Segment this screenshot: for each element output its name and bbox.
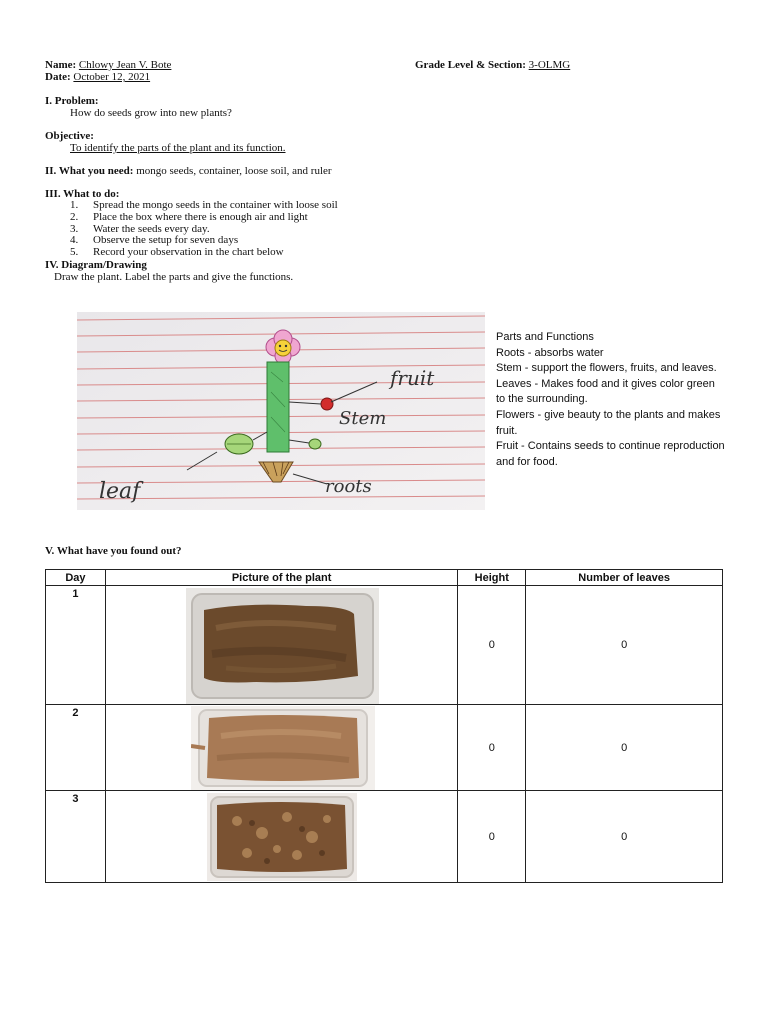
step-item: 4. Observe the setup for seven days bbox=[70, 234, 239, 247]
needs-text: mongo seeds, container, loose soil, and ruler bbox=[136, 165, 332, 177]
leaves-cell: 0 bbox=[526, 705, 723, 791]
column-header: Day bbox=[46, 570, 106, 586]
diagram-heading: IV. Diagram/Drawing bbox=[45, 259, 147, 271]
date-label: Date: bbox=[45, 71, 71, 83]
date-value: October 12, 2021 bbox=[73, 71, 151, 83]
day-cell: 1 bbox=[46, 586, 106, 705]
objective-heading: Objective: bbox=[45, 130, 94, 142]
objective-text: To identify the parts of the plant and its function. bbox=[70, 142, 286, 154]
table-row bbox=[46, 791, 723, 883]
observation-table bbox=[45, 569, 723, 883]
height-cell: 0 bbox=[458, 705, 526, 791]
problem-heading: I. Problem: bbox=[45, 95, 99, 107]
height-cell: 0 bbox=[458, 586, 526, 705]
column-header: Number of leaves bbox=[526, 570, 723, 586]
grade-label: Grade Level & Section: bbox=[415, 59, 526, 71]
leaves-cell: 0 bbox=[526, 791, 723, 883]
fruit-label: fruit bbox=[390, 366, 435, 390]
day-cell: 2 bbox=[46, 705, 106, 791]
table-row bbox=[46, 586, 723, 705]
name-line bbox=[45, 59, 199, 71]
height-cell: 0 bbox=[458, 791, 526, 883]
picture-cell bbox=[105, 586, 457, 705]
day-cell: 3 bbox=[46, 791, 106, 883]
name-label: Name: bbox=[45, 59, 77, 71]
date-line bbox=[45, 71, 150, 83]
step-item: 5. Record your observation in the chart below bbox=[70, 246, 284, 259]
plant-photo bbox=[186, 588, 379, 704]
roots-label: roots bbox=[325, 476, 372, 497]
grade-value: 3-OLMG bbox=[528, 59, 571, 71]
problem-question: How do seeds grow into new plants? bbox=[70, 107, 232, 119]
column-header: Picture of the plant bbox=[105, 570, 457, 586]
grade-line bbox=[415, 59, 570, 71]
step-item: 3. Water the seeds every day. bbox=[70, 222, 210, 235]
parts-title: Parts and Functions bbox=[496, 331, 594, 343]
picture-cell bbox=[105, 705, 457, 791]
column-header: Height bbox=[458, 570, 526, 586]
leaves-cell: 0 bbox=[526, 586, 723, 705]
table-row bbox=[46, 705, 723, 791]
parts-item: Leaves - Makes food and it gives color green to the surrounding. bbox=[496, 377, 715, 406]
step-item: 2. Place the box where there is enough air and light bbox=[70, 210, 308, 223]
table-header-row bbox=[46, 570, 723, 586]
picture-cell bbox=[105, 791, 457, 883]
needs-heading: II. What you need: bbox=[45, 165, 134, 177]
todo-heading: III. What to do: bbox=[45, 188, 120, 200]
parts-item: Roots - absorbs water bbox=[496, 346, 604, 359]
diagram-instruction: Draw the plant. Label the parts and give the functions. bbox=[54, 271, 294, 283]
plant-drawing bbox=[77, 312, 485, 510]
stem-drawing bbox=[267, 362, 289, 452]
leaf-label: leaf bbox=[99, 479, 141, 504]
plant-photo bbox=[191, 706, 375, 790]
parts-item: Fruit - Contains seeds to continue reproduction and for food. bbox=[496, 440, 725, 468]
stem-label: Stem bbox=[339, 408, 387, 429]
plant-photo bbox=[207, 793, 357, 881]
parts-functions bbox=[496, 330, 726, 470]
step-item: 1. Spread the mongo seeds in the container with loose soil bbox=[70, 199, 338, 211]
student-name: Chlowy Jean V. Bote bbox=[78, 59, 172, 71]
todo-steps bbox=[70, 200, 338, 259]
parts-item: Stem - support the flowers, fruits, and leaves. bbox=[496, 362, 717, 375]
findings-heading: V. What have you found out? bbox=[45, 545, 182, 557]
fruit-drawing bbox=[321, 398, 333, 410]
needs-line bbox=[45, 165, 332, 177]
plant-drawing-svg bbox=[77, 312, 485, 510]
parts-item: Flowers - give beauty to the plants and makes fruit. bbox=[496, 408, 721, 437]
